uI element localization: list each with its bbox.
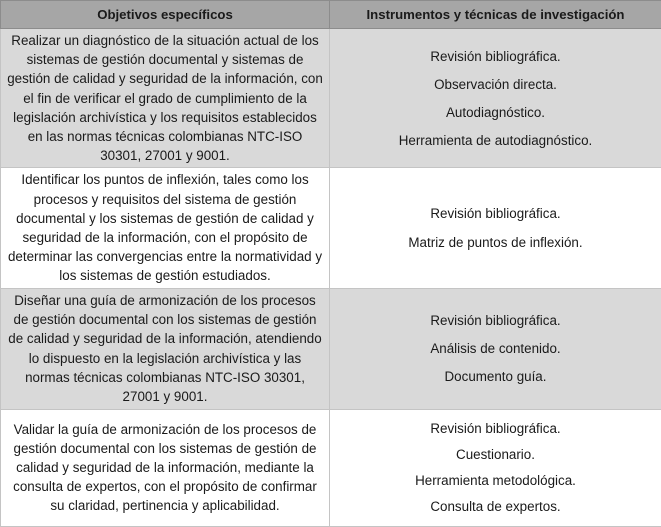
header-instruments: Instrumentos y técnicas de investigación [330,1,661,29]
techniques-cell [330,409,661,526]
table-row [1,168,661,288]
header-objectives: Objetivos específicos [1,1,330,29]
technique-item: Revisión bibliográfica. [336,311,655,330]
objective-cell: Realizar un diagnóstico de la situación actual de los sistemas de gestión documental y sistemas de gestión de calidad y seguridad de la información, con el fin de verificar el grado de cumplimiento de la legislación archivística y los requisitos establecidos en las normas técnicas colombianas NTC-ISO 30301, 27001 y 9001. [1,29,330,168]
technique-item: Consulta de expertos. [336,497,655,516]
technique-item: Documento guía. [336,367,655,386]
technique-item: Herramienta de autodiagnóstico. [336,131,655,150]
technique-item: Cuestionario. [336,445,655,464]
table-row [1,409,661,526]
technique-item: Revisión bibliográfica. [336,419,655,438]
header-row [1,1,661,29]
objective-cell: Diseñar una guía de armonización de los procesos de gestión documental con los sistemas de gestión de calidad y seguridad de la información, atendiendo lo dispuesto en la legislación archivística y las normas técnicas colombianas NTC-ISO 30301, 27001 y 9001. [1,288,330,409]
techniques-cell [330,288,661,409]
technique-item: Matriz de puntos de inflexión. [336,233,655,252]
technique-item: Herramienta metodológica. [336,471,655,490]
technique-item: Autodiagnóstico. [336,103,655,122]
objective-cell: Validar la guía de armonización de los procesos de gestión documental con los sistemas de gestión de calidad y seguridad de la información, mediante la consulta de expertos, con el propósito de confirmar su claridad, pertinencia y aplicabilidad. [1,409,330,526]
techniques-cell [330,168,661,288]
technique-item: Análisis de contenido. [336,339,655,358]
technique-item: Observación directa. [336,75,655,94]
table-row [1,288,661,409]
technique-item: Revisión bibliográfica. [336,47,655,66]
technique-item: Revisión bibliográfica. [336,204,655,223]
techniques-cell [330,29,661,168]
objective-cell: Identificar los puntos de inflexión, tales como los procesos y requisitos del sistema de gestión documental y los sistemas de gestión de calidad y seguridad de la información, con el propósito de determinar las convergencias entre la normatividad y los sistemas de gestión estudiados. [1,168,330,288]
table-row [1,29,661,168]
